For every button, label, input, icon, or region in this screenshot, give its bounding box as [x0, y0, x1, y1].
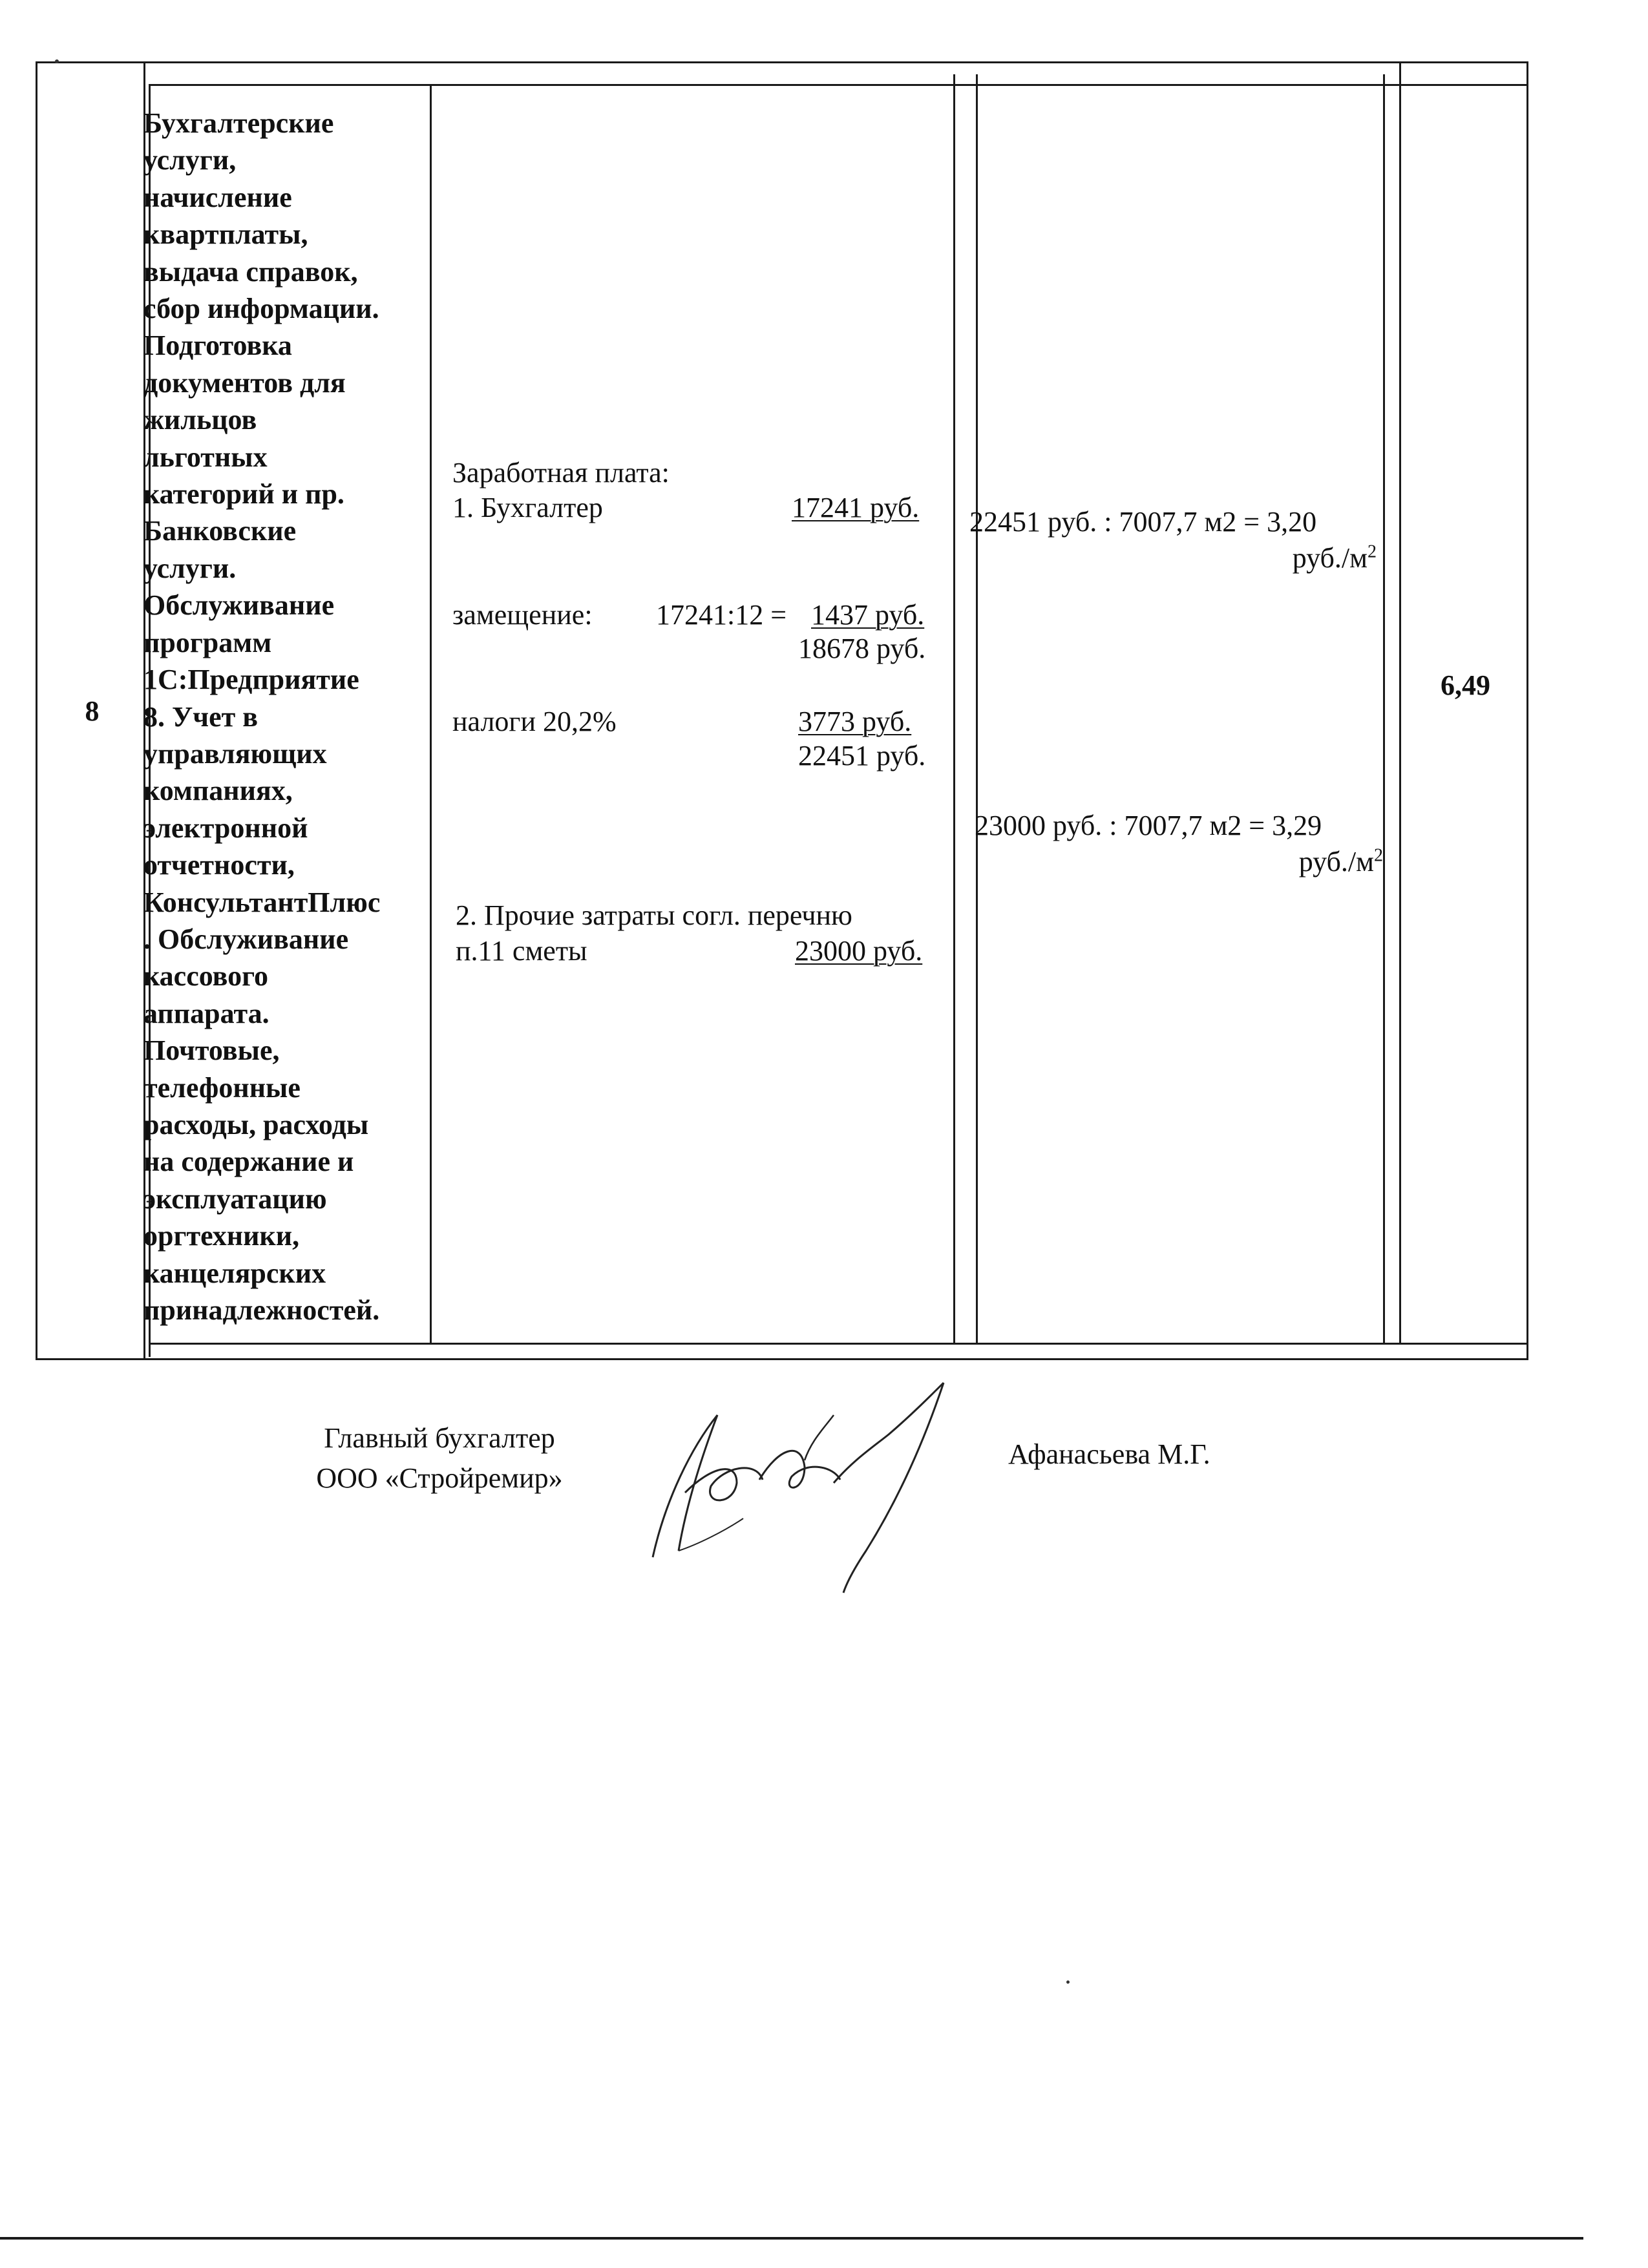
description-line: расходы, расходы [143, 1108, 369, 1140]
description-line: категорий и пр. [143, 478, 344, 510]
description-line: квартплаты, [143, 218, 308, 251]
description-line: льготных [143, 441, 268, 473]
table-divider [149, 84, 1528, 86]
unit-text: руб./м [1292, 542, 1368, 574]
signatory-position [301, 1418, 578, 1498]
description-line: отчетности, [143, 849, 295, 881]
description-line: документов для [143, 366, 346, 399]
scan-edge-line [0, 2237, 1583, 2240]
scan-speck [55, 59, 59, 63]
description-line: Бухгалтерские [143, 107, 334, 139]
table-divider [1399, 61, 1401, 1344]
item2-value: 23000 руб. [795, 935, 923, 967]
description-line: принадлежностей. [143, 1294, 380, 1326]
table-divider [953, 74, 955, 1344]
description-line: . Обслуживание [143, 923, 349, 955]
formula-2: 23000 руб. : 7007,7 м2 = 3,29 [975, 810, 1322, 841]
description-line: канцелярских [143, 1257, 326, 1289]
cost-calculation [446, 449, 950, 1031]
description-line: программ [143, 626, 272, 658]
description-line: начисление [143, 181, 292, 213]
description-line: телефонные [143, 1071, 301, 1104]
item2-line1: 2. Прочие затраты согл. перечню [456, 899, 852, 931]
taxes-label: налоги 20,2% [452, 706, 617, 737]
company-name: ООО «Стройремир» [316, 1462, 563, 1494]
signatory-name: Афанасьева М.Г. [1008, 1438, 1210, 1470]
salary-heading: Заработная плата: [452, 457, 670, 488]
description-line: сбор информации. [143, 293, 379, 325]
item1-value: 17241 руб. [792, 492, 920, 523]
subtotal-2: 22451 руб. [798, 740, 926, 772]
service-description [143, 105, 434, 1328]
description-line: кассового [143, 960, 268, 992]
position-title: Главный бухгалтер [324, 1422, 555, 1454]
description-line: 8. Учет в [143, 700, 259, 733]
formula-1: 22451 руб. : 7007,7 м2 = 3,20 [969, 506, 1317, 538]
formula-2-unit [1299, 844, 1383, 880]
description-line: жильцов [143, 404, 257, 436]
replacement-label: замещение: [452, 599, 593, 631]
description-line: оргтехники, [143, 1220, 300, 1252]
description-line: компаниях, [143, 775, 293, 807]
description-line: аппарата. [143, 997, 269, 1029]
table-divider [1383, 74, 1385, 1344]
item1-label: 1. Бухгалтер [452, 492, 603, 523]
table-divider [149, 1343, 1528, 1345]
row-number: 8 [85, 695, 100, 727]
signature-image [640, 1370, 976, 1602]
description-line: КонсультантПлюс [143, 886, 381, 918]
description-line: на содержание и [143, 1146, 354, 1178]
unit-text: руб./м [1298, 846, 1374, 877]
table-divider [976, 74, 978, 1344]
description-line: эксплуатацию [143, 1182, 327, 1215]
description-line: управляющих [143, 737, 327, 770]
replacement-value: 1437 руб. [811, 599, 925, 631]
item2-line2: п.11 сметы [456, 935, 587, 967]
subtotal-1: 18678 руб. [798, 633, 926, 664]
description-line: электронной [143, 812, 308, 844]
unit-superscript: 2 [1374, 845, 1383, 866]
description-line: услуги, [143, 144, 237, 176]
description-line: Обслуживание [143, 589, 335, 622]
description-line: Почтовые, [143, 1034, 280, 1067]
unit-superscript: 2 [1368, 541, 1377, 562]
description-line: Банковские [143, 515, 297, 547]
scan-speck [1066, 1980, 1070, 1984]
description-line: 1С:Предприятие [143, 664, 359, 696]
replacement-formula: 17241:12 = [656, 599, 787, 631]
total-rate: 6,49 [1441, 669, 1490, 701]
description-line: выдача справок, [143, 255, 358, 288]
formula-1-unit [1293, 540, 1377, 576]
description-line: Подготовка [143, 330, 292, 362]
taxes-value: 3773 руб. [798, 706, 912, 737]
description-line: услуги. [143, 552, 237, 584]
